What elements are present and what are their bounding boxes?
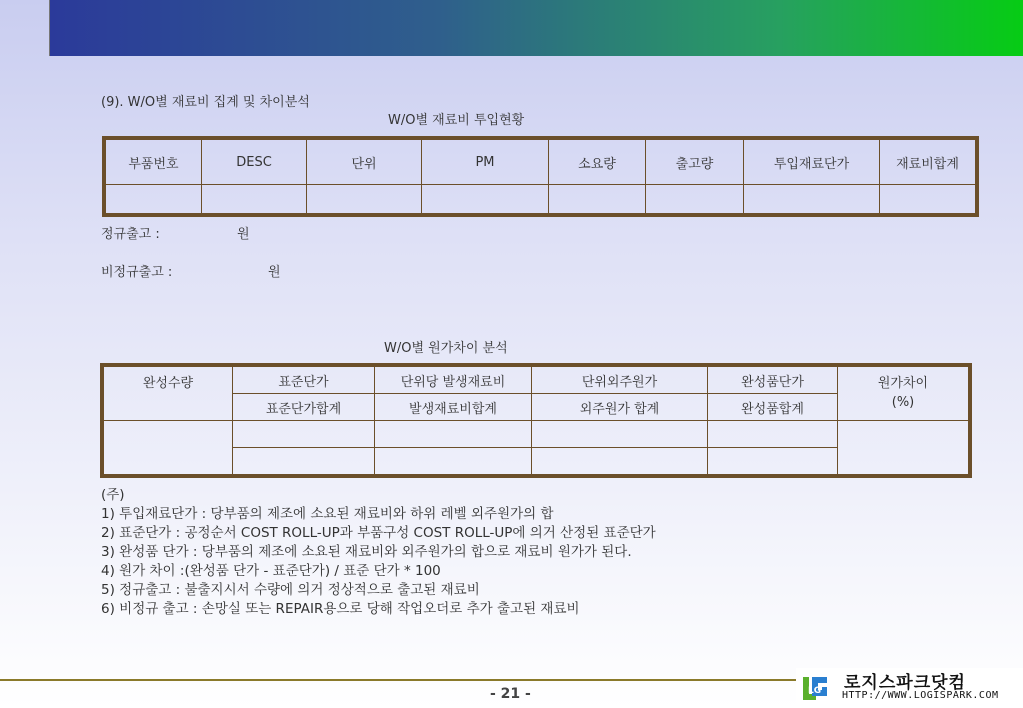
table-cell	[104, 421, 233, 475]
logo-icon	[800, 674, 828, 702]
col-header: 단위당 발생재료비	[375, 367, 532, 394]
section-title: (9). W/O별 재료비 집계 및 차이분석	[101, 95, 310, 110]
irregular-issue-label: 비정규출고 :	[101, 265, 173, 280]
logispark-logo[interactable]	[796, 668, 1023, 708]
col-header: 투입재료단가	[744, 140, 880, 185]
page-number: - 21 -	[490, 686, 531, 702]
table-cell	[708, 448, 838, 475]
regular-issue-label: 정규출고 :	[101, 227, 160, 242]
note-item: 1) 투입재료단가 : 당부품의 제조에 소요된 재료비와 하위 레벨 외주원가의 합	[101, 506, 554, 522]
table-cell	[202, 185, 307, 214]
col-header: 출고량	[646, 140, 744, 185]
table-cell	[838, 421, 969, 475]
table-cell	[307, 185, 422, 214]
table-cell	[549, 185, 646, 214]
notes-heading: (주)	[101, 487, 125, 503]
col-header: 소요량	[549, 140, 646, 185]
col-header: 단위	[307, 140, 422, 185]
logo-name: 로지스파크닷컴	[844, 673, 966, 693]
table-cell	[532, 421, 708, 448]
table-cell	[233, 448, 375, 475]
variance-header	[838, 367, 969, 421]
note-item: 2) 표준단가 : 공정순서 COST ROLL-UP과 부품구성 COST ROLL-UP에 의거 산정된 표준단가	[101, 525, 656, 541]
note-item: 5) 정규출고 : 불출지시서 수량에 의거 정상적으로 출고된 재료비	[101, 582, 480, 598]
table-cell	[106, 185, 202, 214]
col-header: 완성수량	[104, 367, 233, 421]
logo-url: HTTP://WWW.LOGISPARK.COM	[842, 690, 999, 701]
notes	[101, 486, 656, 619]
note-item: 6) 비정규 출고 : 손망실 또는 REPAIR용으로 당해 작업오더로 추가 출고된 재료비	[101, 601, 580, 617]
col-header: 표준단가	[233, 367, 375, 394]
variance-label: 원가차이	[877, 376, 929, 391]
cost-variance-table	[103, 366, 969, 475]
col-header: 단위외주원가	[532, 367, 708, 394]
footer-line	[0, 679, 800, 681]
col-header: 발생재료비합계	[375, 394, 532, 421]
table1-title: W/O별 재료비 투입현황	[388, 113, 525, 128]
col-header: DESC	[202, 140, 307, 185]
note-item: 4) 원가 차이 :(완성품 단가 - 표준단가) / 표준 단가 * 100	[101, 563, 441, 579]
header-gradient-band	[50, 0, 1023, 56]
table-row	[106, 185, 976, 214]
table-cell	[708, 421, 838, 448]
table-cell	[646, 185, 744, 214]
col-header: 완성품단가	[708, 367, 838, 394]
material-cost-table	[105, 139, 976, 214]
col-header: PM	[422, 140, 549, 185]
table-cell	[422, 185, 549, 214]
table-cell	[532, 448, 708, 475]
col-header: 완성품합계	[708, 394, 838, 421]
col-header: 재료비합계	[880, 140, 976, 185]
table-cell	[375, 421, 532, 448]
irregular-issue-unit: 원	[268, 265, 281, 280]
table-cell	[880, 185, 976, 214]
col-header: 부품번호	[106, 140, 202, 185]
col-header: 외주원가 합계	[532, 394, 708, 421]
table-cell	[233, 421, 375, 448]
table-cell	[375, 448, 532, 475]
percent-label: (%)	[891, 395, 915, 410]
logo-mark-text: LG	[808, 686, 822, 696]
table-cell	[744, 185, 880, 214]
regular-issue-unit: 원	[237, 227, 250, 242]
table2-title: W/O별 원가차이 분석	[384, 341, 508, 356]
table-row	[104, 421, 969, 448]
note-item: 3) 완성품 단가 : 당부품의 제조에 소요된 재료비와 외주원가의 합으로 재료비 원가가 된다.	[101, 544, 632, 560]
col-header: 표준단가합계	[233, 394, 375, 421]
